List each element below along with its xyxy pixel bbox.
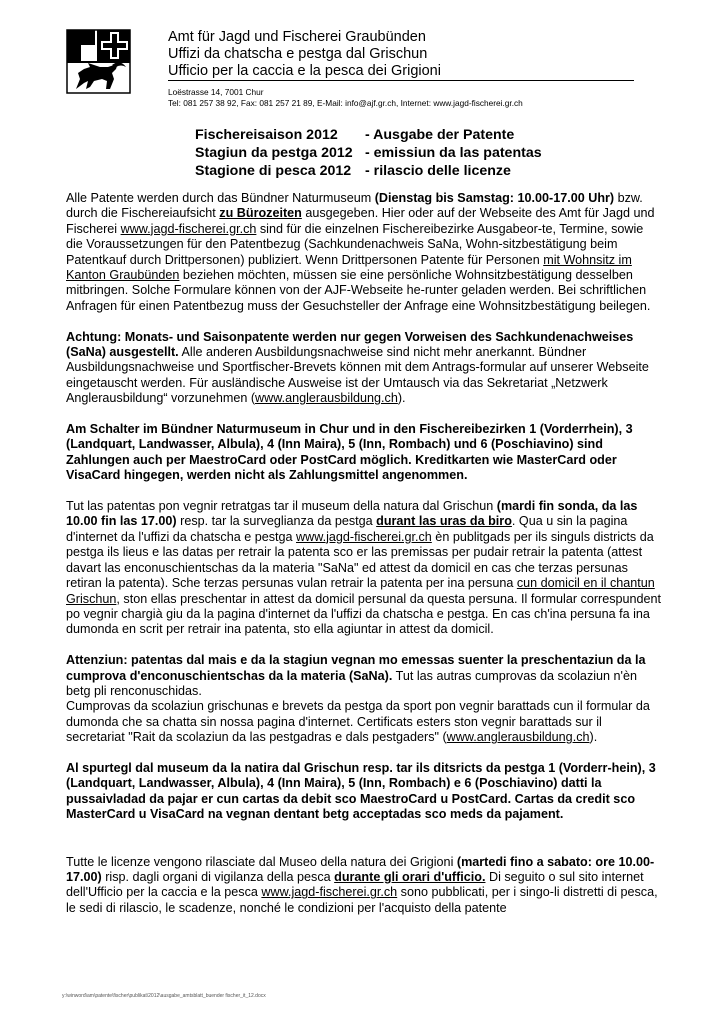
org-name-romansh: Uffizi da chatscha e pestga dal Grischun (168, 46, 428, 62)
anglerausbildung-link[interactable]: www.anglerausbildung.ch (446, 730, 590, 745)
website-link[interactable]: www.jagd-fischerei.gr.ch (120, 221, 257, 236)
file-path-footer: y:\winword\am\patente\fischer\publikat\2012\ausgabe_amtsblatt_buender fischer_it_12.docx (62, 993, 266, 999)
title-season: Stagiun da pestga 2012 (195, 145, 353, 161)
graubuenden-coat-of-arms-icon (66, 29, 131, 94)
coat-of-arms-logo (66, 29, 131, 94)
title-row-german (195, 126, 542, 144)
organisation-header (168, 29, 634, 81)
paragraph-italian-issuance: Tutte le licenze vengono rilasciate dal Museo della natura dei Grigioni (martedi fino a sabato: ore 10.00-17.00) risp. dagli organi di vigilanza della pesca durante gli orari d'ufficio. Di seguito o sul sito internet dell'Ufficio per la caccia e la pesca www.jagd-fischerei.gr.ch sono pubblicati, per i singo-li distretti di pesca, le sedi di rilascio, le scadenze, nonché le condizioni per l'acquisto della patente (66, 854, 658, 915)
document-body (66, 191, 662, 932)
address-contacts: Tel: 081 257 38 92, Fax: 081 257 21 89, E-Mail: info@ajf.gr.ch, Internet: www.jagd-fischerei.gr.ch (168, 98, 523, 108)
title-row-romansh (195, 144, 542, 162)
org-name-german: Amt für Jagd und Fischerei Graubünden (168, 29, 426, 45)
paragraph-romansh-payment: Al spurtegl dal museum da la natira dal Grischun resp. tar ils ditsricts da pestga 1 (Vorderr-hein), 3 (Landquart, Landwasser, Albula), 4 (Inn Maira), 5 (Inn, Rombach) e 6 (Poschiavino) datti la pussaivladad da pajar er cun cartas da debit sco MaestroCard u PostCard. Cartas da credit sco MasterCard u VisaCard na vegnan dentant betg acceptadas sco meds da pajament. (66, 760, 656, 822)
org-name-italian: Ufficio per la caccia e la pesca dei Grigioni (168, 63, 441, 79)
title-row-italian (195, 162, 542, 180)
domicile-link: cun domicil en il chantun Grischun (66, 576, 655, 606)
title-subject: - rilascio delle licenze (365, 163, 511, 179)
residence-link: mit Wohnsitz im Kanton Graubünden (66, 252, 632, 283)
website-link[interactable]: www.jagd-fischerei.gr.ch (296, 529, 432, 544)
address-street: Loëstrasse 14, 7001 Chur (168, 87, 264, 97)
paragraph-german-payment: Am Schalter im Bündner Naturmuseum in Chur und in den Fischereibezirken 1 (Vorderrhein), 3 (Landquart, Landwasser, Albula), 4 (Inn Maira), 5 (Inn, Rombach) und 6 (Poschiavino) sind Zahlungen auch per MaestroCard oder PostCard möglich. Kreditkarten wie MasterCard oder VisaCard hingegen, werden nicht als Zahlungsmittel angenommen. (66, 422, 633, 483)
anglerausbildung-link[interactable]: www.anglerausbildung.ch (255, 391, 398, 406)
paragraph-romansh-sana: Attenziun: patentas dal mais e da la stagiun vegnan mo emessas suenter la preschentaziun da la cumprova d'enconuschientschas da la materia (SaNa). Tut las autras cumprovas da scolaziun n'èn betg pli renconuschidas. Cumprovas da scolaziun grischunas e brevets da pestga da sport pon vegnir barattads cun il formular da dumonda che sa chatta sin nossa pagina d'internet. Certificats esters ston vegnir barattads sur il secretariat "Rait da scolaziun da las pestgadras e dals pestgaders" (www.anglerausbildung.ch). (66, 653, 650, 745)
paragraph-german-sana: Achtung: Monats- und Saisonpatente werden nur gegen Vorweisen des Sachkundenachweises (SaNa) ausgestellt. Alle anderen Ausbildungsnachweise sind nicht mehr anerkannt. Bündner Ausbildungsnachweise und Sportfischer-Brevets können mit dem Antrags-formular auf unserer Webseite eingetauscht werden. Für ausländische Ausweise ist der Umtausch via das Sekretariat „Netzwerk Anglerausbildung“ vorzunehmen (www.anglerausbildung.ch). (66, 329, 649, 406)
title-season: Stagione di pesca 2012 (195, 163, 352, 179)
address-block (168, 87, 523, 109)
document-title (195, 126, 542, 180)
website-link[interactable]: www.jagd-fischerei.gr.ch (261, 885, 398, 900)
header-rule (168, 80, 634, 81)
title-subject: - Ausgabe der Patente (365, 127, 515, 143)
paragraph-romansh-issuance: Tut las patentas pon vegnir retratgas tar il museum della natura dal Grischun (mardi fin sonda, da las 10.00 fin las 17.00) resp. tar la surveglianza da pestga durant las uras da biro. Qua u sin la pagina d'internet da l'uffizi da chatscha e pestga www.jagd-fischerei.gr.ch èn publitgads per ils singuls districts da pestga ils lieus e las datas per retrair la patenta sco er las premissas per pudair retrair la patenta (attest davart las enconuschientschas da la materia "SaNa" ed attest da domicil en cas che terzas persunas retiran la patenta). Sche terzas persunas vulan retrair la patenta per ina persuna cun domicil en il chantun Grischun, ston ellas preschentar in attest da domicil persunal da questa persuna. Il formular correspundent po vegnir chargià giu da la pagina d'internet da l'uffizi da chatscha e pestga. En cas ch'ina persuna fa ina dumonda en scrit per retrair ina patenta, sto ella agiuntar in attest da domicil. (66, 499, 662, 637)
title-subject: - emissiun da las patentas (365, 145, 542, 161)
paragraph-german-issuance: Alle Patente werden durch das Bündner Naturmuseum (Dienstag bis Samstag: 10.00-17.00 Uhr) bzw. durch die Fischereiaufsicht zu Bürozeiten ausgegeben. Hier oder auf der Webseite des Amt für Jagd und Fischerei www.jagd-fischerei.gr.ch sind für die einzelnen Fischereibezirke Ausgabeor-te, Termine, sowie die Voraussetzungen für den Patentbezug (Sachkundenachweis SaNa, Wohn-sitzbestätigung beim Patentkauf durch Drittpersonen) publiziert. Wenn Drittpersonen Patente für Personen mit Wohnsitz im Kanton Graubünden beziehen möchten, müssen sie eine persönliche Wohnsitzbestätigung desselben mitbringen. Solche Formulare können von der AJF-Webseite he-runter geladen werden. Bei schriftlichen Anfragen für einen Patentbezug muss der Gesuchsteller der Anfrage eine Wohnsitzbestätigung beilegen. (66, 191, 655, 313)
title-season: Fischereisaison 2012 (195, 127, 338, 143)
